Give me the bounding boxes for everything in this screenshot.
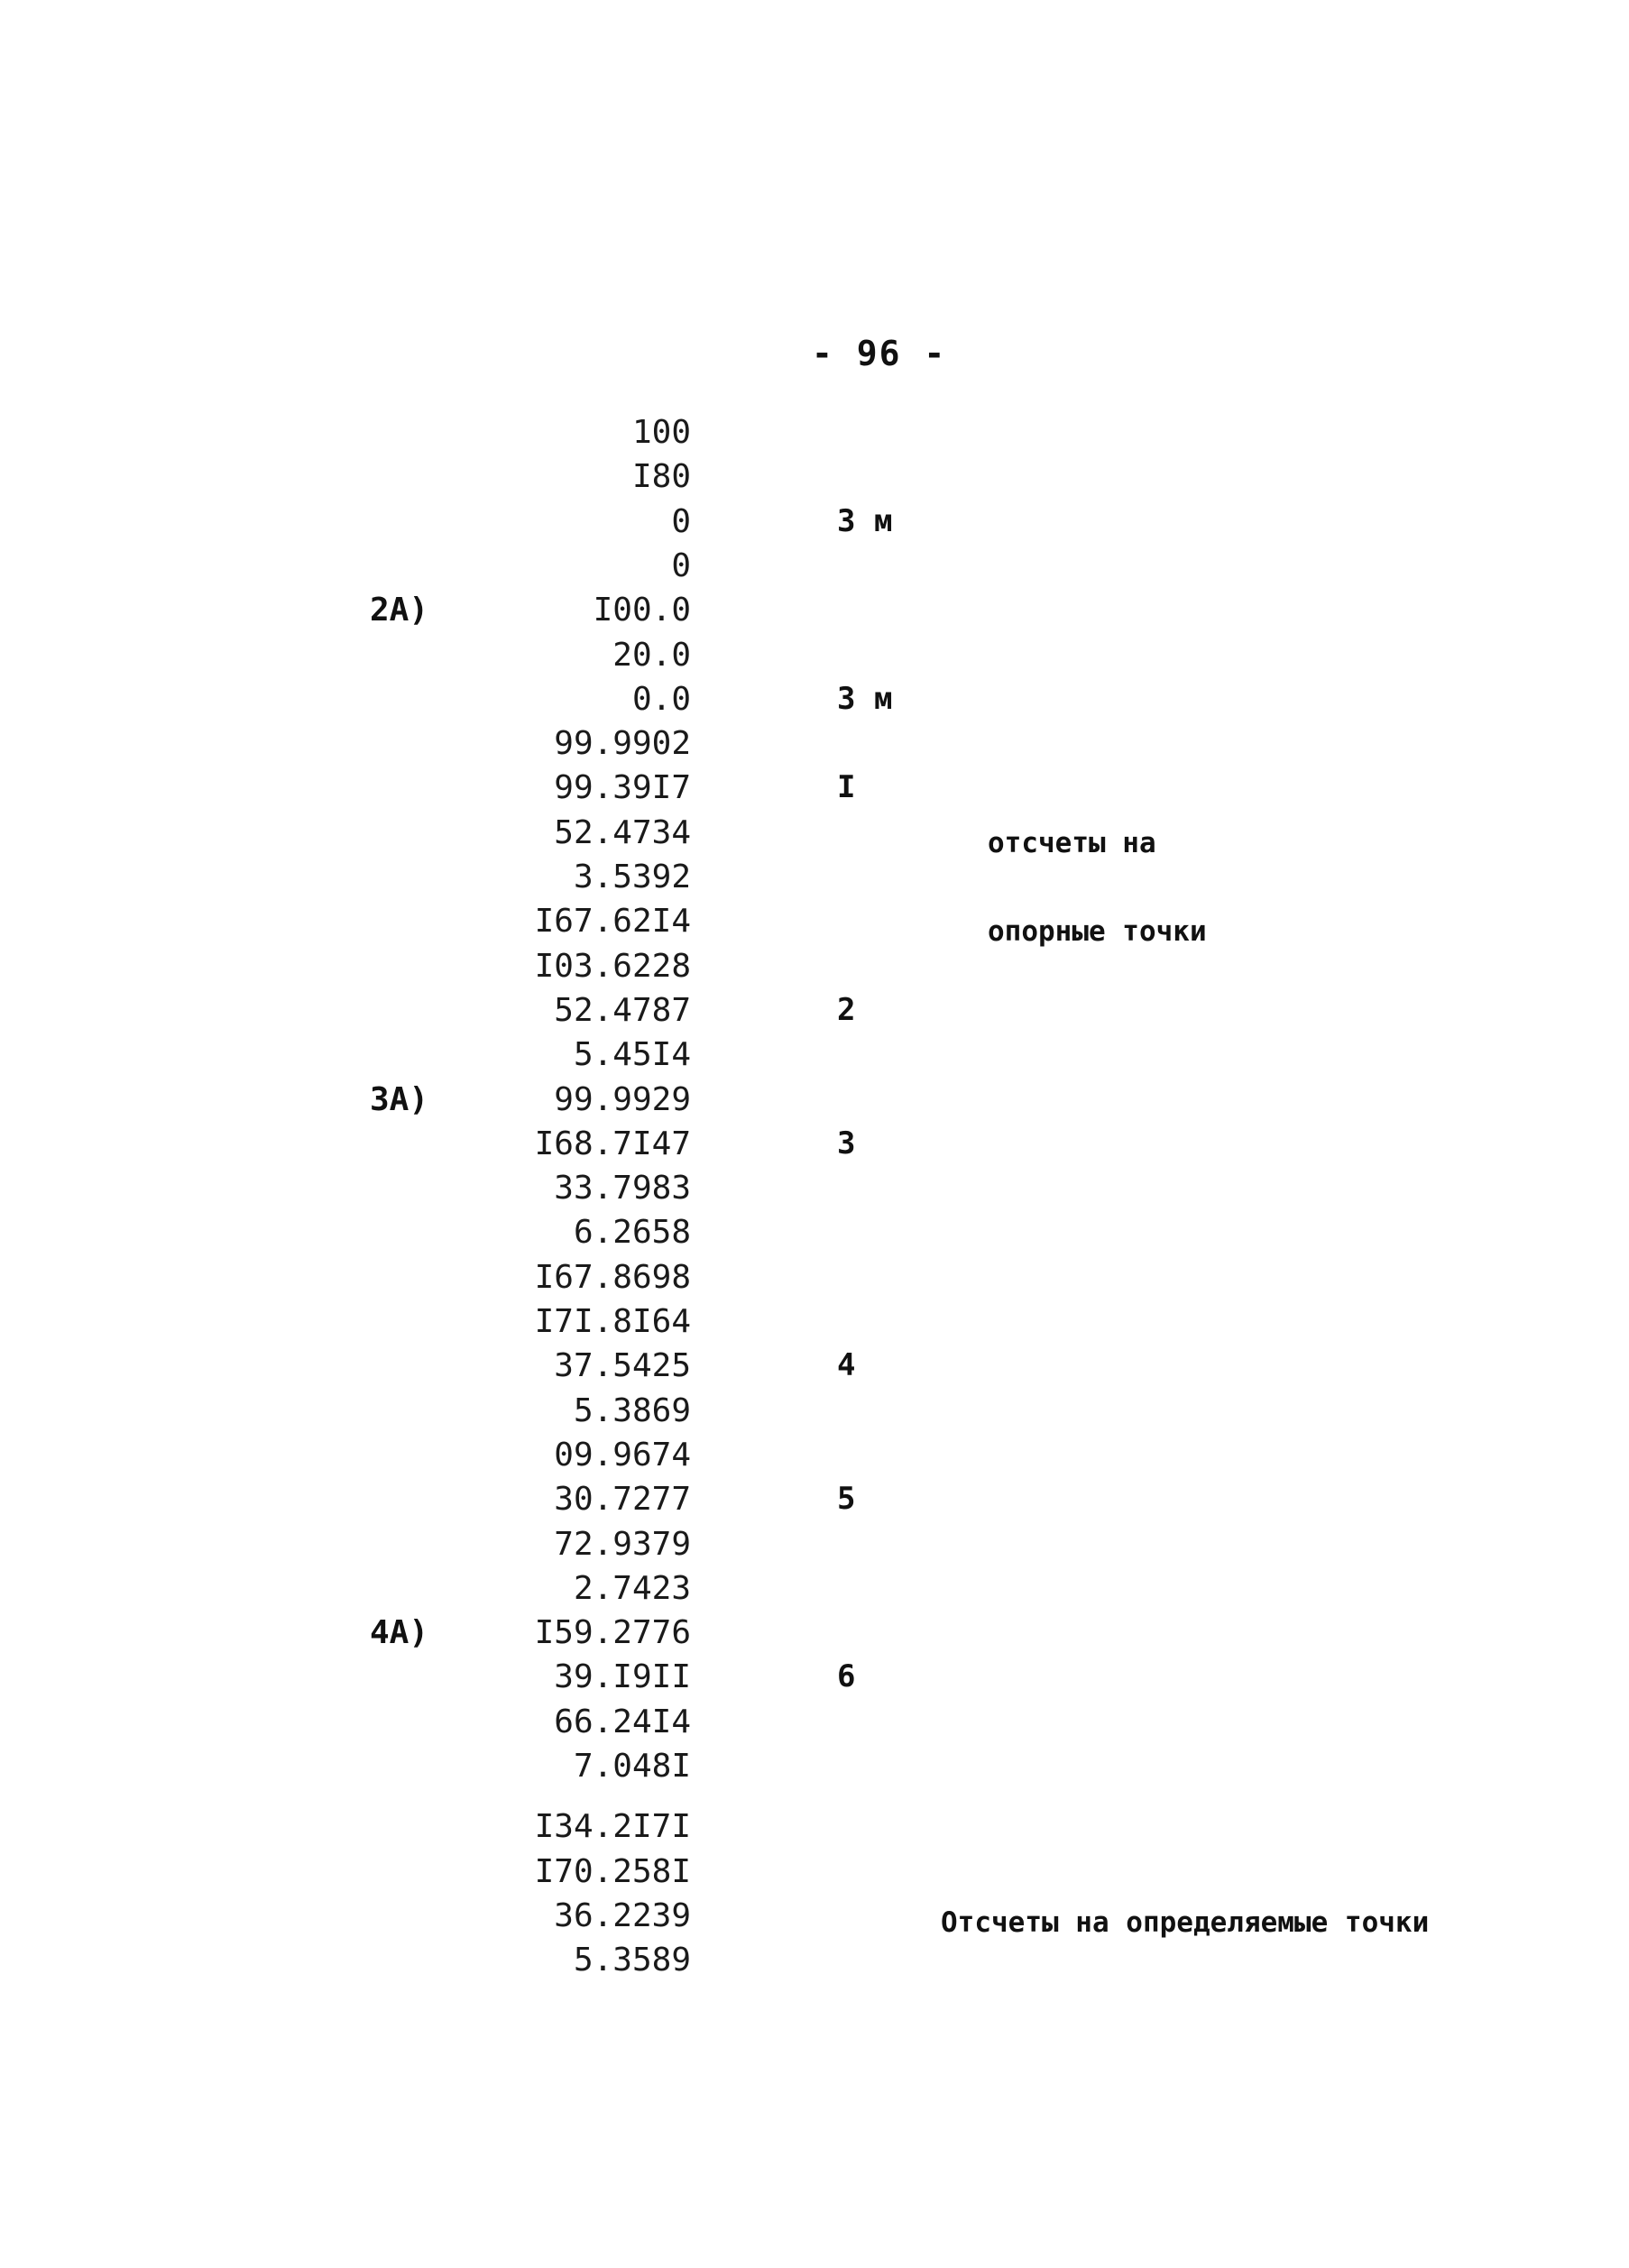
- reading-value: I68.7I47: [534, 1125, 691, 1162]
- reading-value: 09.9674: [554, 1436, 691, 1474]
- reading-row: [0, 1477, 1629, 1521]
- reading-row: [0, 1166, 1629, 1210]
- reading-value: 66.24I4: [554, 1703, 691, 1740]
- reading-row: [0, 1700, 1629, 1744]
- reading-value: 5.45I4: [573, 1036, 691, 1074]
- point-annotation: I: [837, 769, 856, 806]
- reading-value: 36.2239: [554, 1896, 691, 1934]
- reading-value: 30.7277: [554, 1481, 691, 1519]
- reading-row: [0, 1344, 1629, 1388]
- reading-value: 0.0: [631, 680, 691, 718]
- reading-row: [0, 1804, 1629, 1849]
- reading-row: [0, 1389, 1629, 1433]
- reading-value: 5.3869: [573, 1391, 691, 1429]
- point-annotation: 2: [837, 991, 856, 1028]
- reading-value: 0: [671, 502, 691, 540]
- reading-row: [0, 855, 1629, 899]
- note-reference-points-line2: опорные точки: [988, 915, 1207, 948]
- reading-value: 100: [631, 414, 691, 451]
- reading-value: I7I.8I64: [534, 1303, 691, 1340]
- reading-value: 99.9902: [554, 725, 691, 763]
- reading-value: 3.5392: [573, 859, 691, 895]
- reading-value: 37.5425: [554, 1347, 691, 1385]
- reading-value: 20.0: [612, 636, 691, 674]
- reading-value: I00.0: [593, 592, 691, 629]
- reading-row: [0, 944, 1629, 988]
- reading-value: 99.9929: [554, 1080, 691, 1118]
- point-annotation: 3 м: [837, 502, 893, 539]
- reading-value: 39.I9II: [554, 1658, 691, 1696]
- reading-row: [0, 544, 1629, 588]
- reading-row: [0, 455, 1629, 499]
- reading-value: 6.2658: [573, 1214, 691, 1252]
- page-number: - 96 -: [812, 334, 947, 373]
- reading-row: [0, 1078, 1629, 1122]
- reading-row: [0, 1255, 1629, 1299]
- note-determined-points: Отсчеты на определяемые точки: [941, 1906, 1430, 1939]
- reading-row: [0, 988, 1629, 1033]
- note-reference-points-line1: отсчеты на: [988, 827, 1156, 859]
- reading-row: [0, 1522, 1629, 1566]
- reading-value: 7.048I: [573, 1748, 691, 1785]
- reading-row: [0, 1611, 1629, 1655]
- reading-value: I34.2I7I: [534, 1808, 691, 1846]
- reading-row: [0, 633, 1629, 677]
- reading-row: [0, 500, 1629, 544]
- reading-value: 0: [671, 546, 691, 584]
- reading-row: [0, 766, 1629, 810]
- group-label: 4А): [370, 1614, 429, 1652]
- reading-row: [0, 1566, 1629, 1611]
- group-label: 3А): [370, 1080, 429, 1118]
- reading-row: [0, 677, 1629, 721]
- reading-row: [0, 721, 1629, 766]
- reading-value: I67.8698: [534, 1258, 691, 1296]
- point-annotation: 3 м: [837, 680, 893, 717]
- reading-row: [0, 1744, 1629, 1788]
- group-label: 2А): [370, 592, 429, 629]
- reading-value: I03.6228: [534, 947, 691, 985]
- reading-value: I67.62I4: [534, 903, 691, 941]
- reading-row: [0, 811, 1629, 855]
- reading-row: [0, 899, 1629, 943]
- reading-value: 52.4787: [554, 991, 691, 1029]
- point-annotation: 6: [837, 1658, 856, 1695]
- reading-value: 99.39I7: [554, 769, 691, 807]
- reading-value: 52.4734: [554, 813, 691, 851]
- point-annotation: 3: [837, 1125, 856, 1162]
- point-annotation: 5: [837, 1481, 856, 1518]
- reading-row: [0, 1033, 1629, 1077]
- reading-value: I80: [631, 458, 691, 496]
- reading-row: [0, 1433, 1629, 1477]
- reading-value: 5.3589: [573, 1942, 691, 1979]
- reading-value: 72.9379: [554, 1525, 691, 1563]
- reading-value: 2.7423: [573, 1569, 691, 1607]
- reading-value: 33.7983: [554, 1170, 691, 1207]
- reading-row: [0, 1210, 1629, 1254]
- reading-row: [0, 1299, 1629, 1344]
- reading-value: I59.2776: [534, 1614, 691, 1652]
- point-annotation: 4: [837, 1347, 856, 1384]
- reading-row: [0, 588, 1629, 632]
- reading-row: [0, 410, 1629, 455]
- reading-row: [0, 1850, 1629, 1894]
- reading-row: [0, 1655, 1629, 1699]
- reading-row: [0, 1122, 1629, 1166]
- reading-value: I70.258I: [534, 1852, 691, 1890]
